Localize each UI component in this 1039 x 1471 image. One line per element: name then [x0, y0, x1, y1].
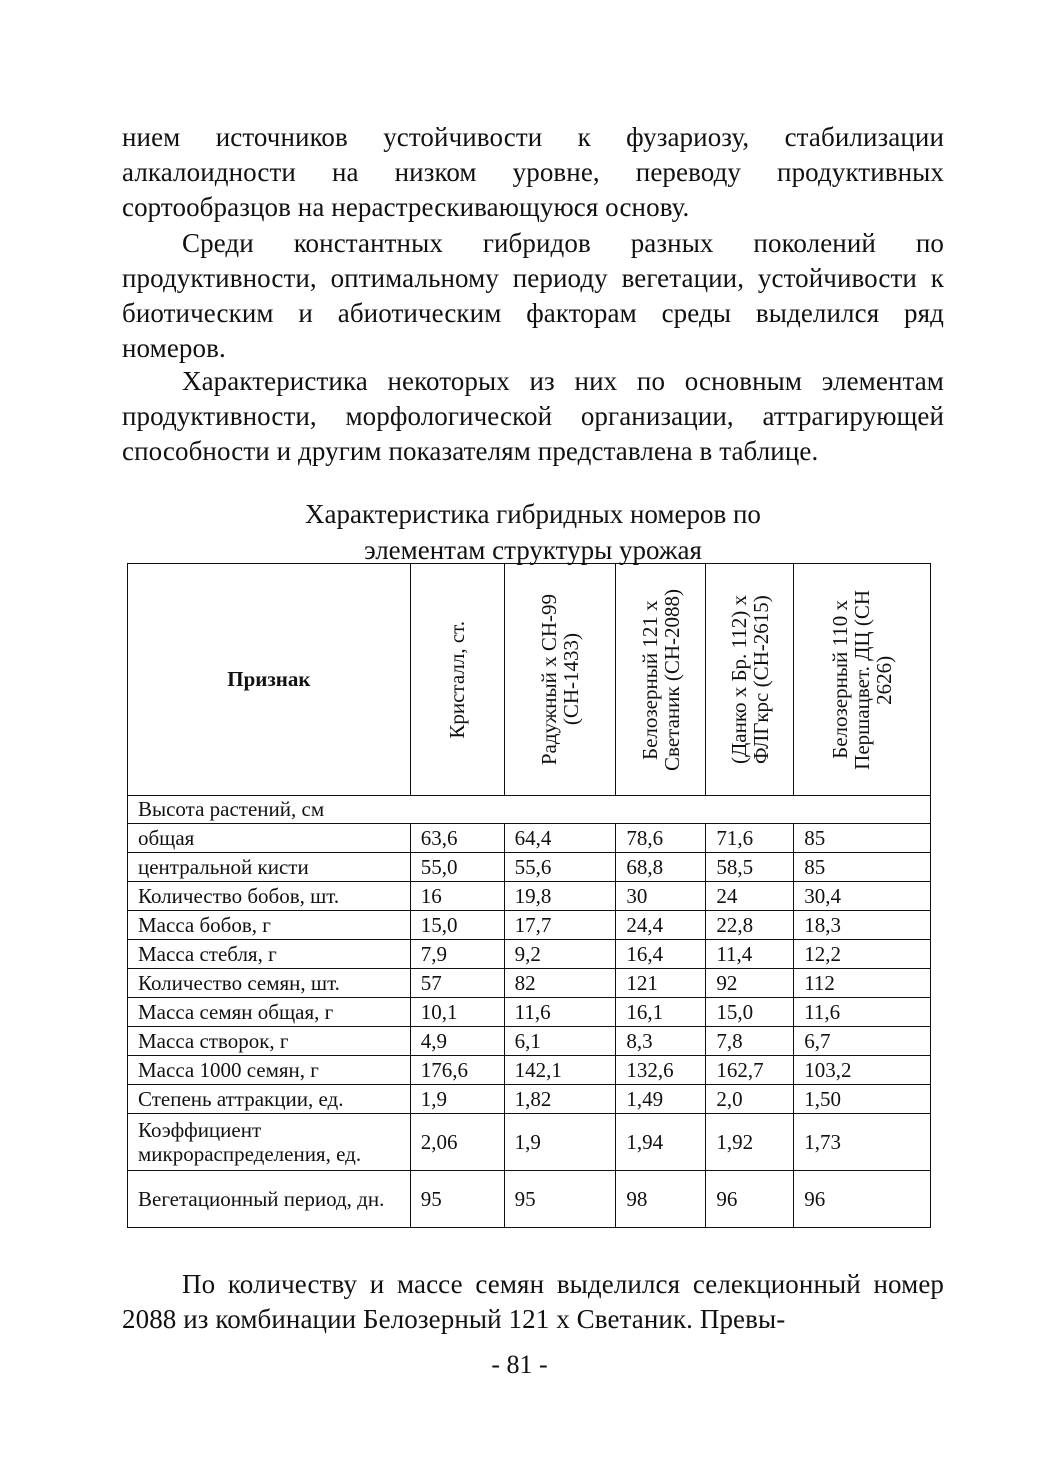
cell-value: 92 — [706, 969, 794, 998]
cell-value: 1,82 — [504, 1085, 616, 1114]
cell-value: 15,0 — [410, 911, 504, 940]
cell-value: 78,6 — [616, 824, 706, 853]
cell-value: 30,4 — [794, 882, 931, 911]
row-label: Коэффициент микрораспределения, ед. — [128, 1114, 411, 1171]
cell-value: 98 — [616, 1171, 706, 1228]
page-number: - 81 - — [491, 1350, 548, 1379]
row-label: Масса створок, г — [128, 1027, 411, 1056]
section-row — [128, 796, 931, 824]
cell-value: 17,7 — [504, 911, 616, 940]
paragraph-conclusion: По количеству и массе семян выделился селекционный номер 2088 из комбинации Белозерный 121 х Светаник. Превы- — [122, 1269, 944, 1334]
column-header — [794, 564, 931, 796]
column-header-label: Белозерный 110 х Першацвет. ДЦ (СН 2626) — [828, 589, 897, 770]
feature-header: Признак — [128, 564, 411, 796]
cell-value: 85 — [794, 824, 931, 853]
caption-line-2: элементам структуры урожая — [364, 535, 702, 565]
row-label: центральной кисти — [128, 853, 411, 882]
paragraph-hybrids: Среди константных гибридов разных поколений по продуктивности, оптимальному периоду вегетации, устойчивости к биотическим и абиотическим факторам среды выделился ряд номеров. — [122, 228, 944, 363]
cell-value: 24 — [706, 882, 794, 911]
cell-value: 1,9 — [504, 1114, 616, 1171]
cell-value: 16 — [410, 882, 504, 911]
section-label: Высота растений, см — [128, 796, 931, 824]
cell-value: 12,2 — [794, 940, 931, 969]
table-row — [128, 824, 931, 853]
row-label: Количество бобов, шт. — [128, 882, 411, 911]
column-header-label: (Данко х Бр. 112) х ФЛГкрс (СН-2615) — [726, 594, 773, 765]
table-row — [128, 853, 931, 882]
cell-value: 22,8 — [706, 911, 794, 940]
paragraph-table-intro: Характеристика некоторых из них по основным элементам продуктивности, морфологической организации, аттрагирующей способности и другим показателям представлена в таблице. — [122, 366, 944, 466]
cell-value: 16,4 — [616, 940, 706, 969]
row-label: Масса 1000 семян, г — [128, 1056, 411, 1085]
cell-value: 82 — [504, 969, 616, 998]
cell-value: 176,6 — [410, 1056, 504, 1085]
column-header-label: Радужный х СН-99 (СН-1433) — [537, 593, 584, 766]
table-row — [128, 1085, 931, 1114]
cell-value: 55,0 — [410, 853, 504, 882]
cell-value: 55,6 — [504, 853, 616, 882]
cell-value: 162,7 — [706, 1056, 794, 1085]
row-label: общая — [128, 824, 411, 853]
cell-value: 71,6 — [706, 824, 794, 853]
cell-value: 132,6 — [616, 1056, 706, 1085]
cell-value: 1,92 — [706, 1114, 794, 1171]
column-header-label: Кристалл, ст. — [445, 620, 470, 739]
cell-value: 1,94 — [616, 1114, 706, 1171]
cell-value: 142,1 — [504, 1056, 616, 1085]
cell-value: 15,0 — [706, 998, 794, 1027]
cell-value: 57 — [410, 969, 504, 998]
column-header — [504, 564, 616, 796]
row-label: Степень аттракции, ед. — [128, 1085, 411, 1114]
cell-value: 6,7 — [794, 1027, 931, 1056]
cell-value: 95 — [410, 1171, 504, 1228]
cell-value: 11,4 — [706, 940, 794, 969]
caption-line-1: Характеристика гибридных номеров по — [305, 499, 761, 529]
cell-value: 95 — [504, 1171, 616, 1228]
cell-value: 121 — [616, 969, 706, 998]
row-label: Масса стебля, г — [128, 940, 411, 969]
cell-value: 2,0 — [706, 1085, 794, 1114]
cell-value: 6,1 — [504, 1027, 616, 1056]
table-row — [128, 911, 931, 940]
cell-value: 8,3 — [616, 1027, 706, 1056]
table-row — [128, 882, 931, 911]
column-header — [616, 564, 706, 796]
cell-value: 4,9 — [410, 1027, 504, 1056]
cell-value: 1,9 — [410, 1085, 504, 1114]
column-header — [706, 564, 794, 796]
cell-value: 9,2 — [504, 940, 616, 969]
cell-value: 96 — [706, 1171, 794, 1228]
cell-value: 2,06 — [410, 1114, 504, 1171]
column-header — [410, 564, 504, 796]
cell-value: 1,49 — [616, 1085, 706, 1114]
cell-value: 112 — [794, 969, 931, 998]
cell-value: 16,1 — [616, 998, 706, 1027]
table-row — [128, 1056, 931, 1085]
cell-value: 96 — [794, 1171, 931, 1228]
table-row — [128, 940, 931, 969]
hybrid-characteristics-table — [127, 563, 931, 1228]
table-caption — [122, 496, 944, 568]
row-label: Количество семян, шт. — [128, 969, 411, 998]
cell-value: 64,4 — [504, 824, 616, 853]
cell-value: 68,8 — [616, 853, 706, 882]
cell-value: 18,3 — [794, 911, 931, 940]
column-header-label: Белозерный 121 х Светаник (СН-2088) — [637, 588, 684, 771]
cell-value: 30 — [616, 882, 706, 911]
table-header-row — [128, 564, 931, 796]
cell-value: 10,1 — [410, 998, 504, 1027]
row-label: Масса бобов, г — [128, 911, 411, 940]
cell-value: 7,8 — [706, 1027, 794, 1056]
cell-value: 103,2 — [794, 1056, 931, 1085]
table-row — [128, 969, 931, 998]
paragraph-continuation: нием источников устойчивости к фузариозу, стабилизации алкалоидности на низком уровне, переводу продуктивных сортообразцов на нерастрескивающуюся основу. — [122, 122, 944, 222]
cell-value: 7,9 — [410, 940, 504, 969]
cell-value: 1,73 — [794, 1114, 931, 1171]
cell-value: 58,5 — [706, 853, 794, 882]
cell-value: 19,8 — [504, 882, 616, 911]
cell-value: 85 — [794, 853, 931, 882]
table-row — [128, 998, 931, 1027]
row-label: Вегетационный период, дн. — [128, 1171, 411, 1228]
table-row — [128, 1114, 931, 1171]
cell-value: 1,50 — [794, 1085, 931, 1114]
cell-value: 11,6 — [794, 998, 931, 1027]
cell-value: 24,4 — [616, 911, 706, 940]
table-row — [128, 1027, 931, 1056]
row-label: Масса семян общая, г — [128, 998, 411, 1027]
cell-value: 11,6 — [504, 998, 616, 1027]
cell-value: 63,6 — [410, 824, 504, 853]
table-row — [128, 1171, 931, 1228]
